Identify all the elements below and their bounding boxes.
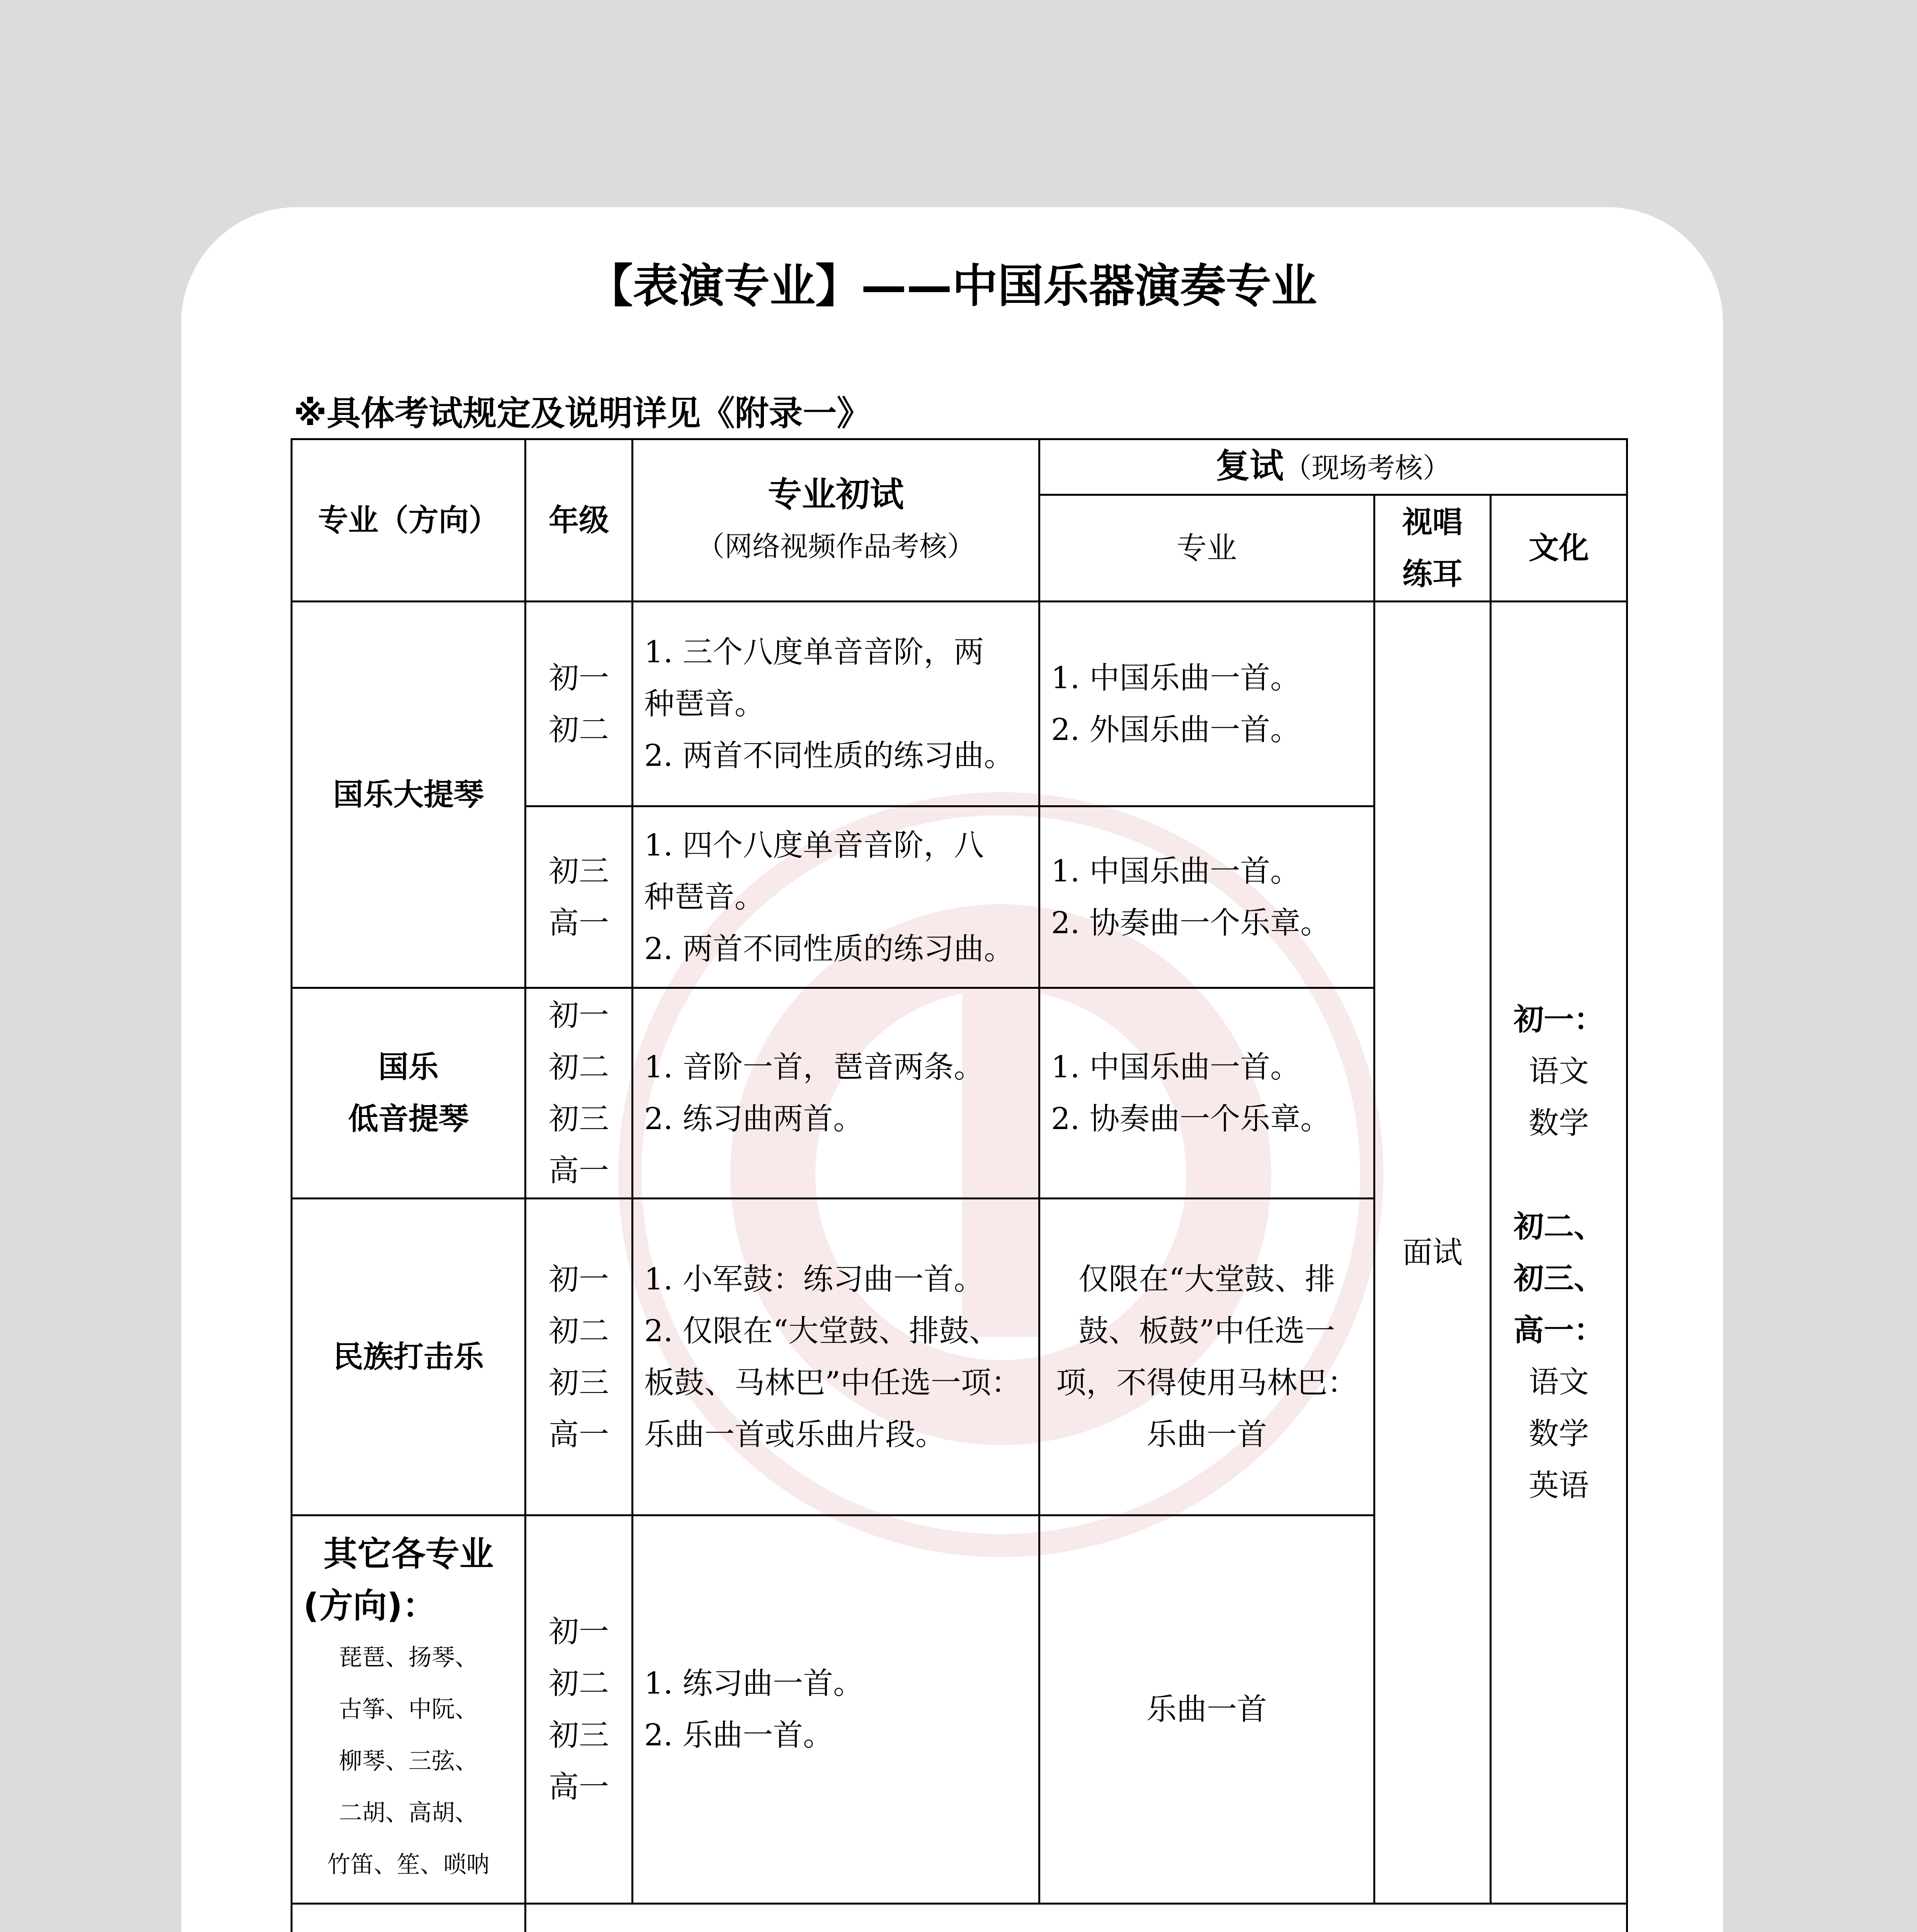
header-prelim-sub: （网络视频作品考核） (696, 530, 975, 563)
retest-line: 1. 中国乐曲一首。 (1051, 660, 1301, 696)
header-solfege-line1: 视唱 (1402, 505, 1463, 540)
prelim-line: 乐曲一首或乐曲片段。 (644, 1417, 946, 1452)
culture-label: 初一： (1514, 1002, 1604, 1037)
grade-line: 初二 (548, 1313, 609, 1349)
grade-line: 高一 (548, 1153, 609, 1188)
grade-cell (526, 806, 633, 988)
retest-line: 1. 中国乐曲一首。 (1051, 1050, 1301, 1085)
header-prelim (633, 439, 1039, 602)
major-cell: 国乐大提琴 (292, 602, 526, 988)
remarks-label (292, 1904, 526, 1932)
grade-line: 高一 (548, 1770, 609, 1804)
prelim-cell (633, 1515, 1039, 1904)
remarks-cell (526, 1904, 1627, 1932)
page-title: 【表演专业】——中国乐器演奏专业 (587, 259, 1317, 313)
major-list-item: 竹笛、笙、唢呐 (327, 1851, 490, 1878)
retest-line: 项，不得使用马林巴： (1056, 1365, 1357, 1400)
grade-line: 初三 (548, 1365, 609, 1400)
header-solfege (1374, 495, 1491, 602)
remark-line (537, 1930, 1615, 1932)
major-line: 其它各专业 (323, 1534, 493, 1574)
culture-item: 语文 (1529, 1054, 1589, 1089)
culture-spacer (1502, 1149, 1615, 1201)
retest-line: 乐曲一首 (1146, 1417, 1267, 1452)
culture-item: 英语 (1529, 1468, 1589, 1503)
retest-line: 1. 中国乐曲一首。 (1051, 854, 1301, 889)
prelim-line: 2. 仅限在“大堂鼓、排鼓、 (644, 1313, 1000, 1349)
prelim-line: 2. 乐曲一首。 (644, 1718, 833, 1753)
header-culture: 文化 (1491, 495, 1627, 602)
header-grade: 年级 (526, 439, 633, 602)
prelim-line: 2. 练习曲两首。 (644, 1102, 864, 1136)
major-line: 低音提琴 (348, 1102, 469, 1136)
culture-label: 初三、 (1514, 1261, 1604, 1296)
retest-line: 仅限在“大堂鼓、排 (1078, 1262, 1335, 1297)
prelim-line: 1. 三个八度单音音阶，两 (644, 634, 984, 670)
major-line: (方向)： (303, 1586, 437, 1626)
culture-item: 数学 (1529, 1416, 1589, 1451)
culture-value-cell (1491, 602, 1627, 1904)
header-retest-sub: （现场考核） (1284, 452, 1451, 484)
header-prelim-title: 专业初试 (767, 474, 904, 514)
grade-line: 初一 (548, 1614, 609, 1649)
retest-cell (1039, 988, 1374, 1199)
grade-line: 初二 (548, 1666, 609, 1701)
retest-line: 2. 协奏曲一个乐章。 (1051, 1102, 1331, 1136)
grade-line: 初一 (548, 1262, 609, 1297)
major-list-item: 柳琴、三弦、 (339, 1748, 478, 1775)
major-cell (292, 988, 526, 1199)
prelim-line: 1. 练习曲一首。 (644, 1666, 864, 1701)
grade-line: 高一 (548, 1417, 609, 1452)
grade-line: 初二 (548, 712, 609, 747)
prelim-line: 2. 两首不同性质的练习曲。 (644, 738, 1014, 773)
grade-line: 初一 (548, 998, 609, 1033)
major-cell: 民族打击乐 (292, 1199, 526, 1515)
retest-line: 鼓、板鼓”中任选一 (1078, 1313, 1335, 1349)
grade-cell (526, 602, 633, 806)
culture-label: 高一： (1514, 1313, 1604, 1348)
retest-line: 2. 协奏曲一个乐章。 (1051, 905, 1331, 940)
grade-line: 初三 (548, 854, 609, 889)
culture-item: 语文 (1529, 1364, 1589, 1400)
prelim-line: 1. 小军鼓：练习曲一首。 (644, 1262, 984, 1297)
retest-cell (1039, 1199, 1374, 1515)
grade-cell (526, 1199, 633, 1515)
grade-line: 初一 (548, 660, 609, 696)
grade-cell (526, 1515, 633, 1904)
retest-line: 2. 外国乐曲一首。 (1051, 712, 1301, 747)
header-retest (1039, 439, 1627, 495)
prelim-cell (633, 806, 1039, 988)
prelim-cell (633, 602, 1039, 806)
retest-cell: 乐曲一首 (1039, 1515, 1374, 1904)
grade-line: 初三 (548, 1102, 609, 1136)
prelim-cell (633, 1199, 1039, 1515)
retest-cell (1039, 602, 1374, 806)
prelim-line: 种琶音。 (644, 879, 765, 915)
culture-label: 初二、 (1514, 1209, 1604, 1244)
header-retest-title: 复试 (1216, 446, 1284, 486)
culture-item: 数学 (1529, 1105, 1589, 1141)
retest-cell (1039, 806, 1374, 988)
prelim-line: 种琶音。 (644, 686, 765, 721)
header-solfege-line2: 练耳 (1402, 556, 1463, 592)
major-cell (292, 1515, 526, 1904)
grade-line: 初三 (548, 1718, 609, 1753)
exam-table (291, 438, 1628, 1932)
solfege-value-cell: 面试 (1374, 602, 1491, 1904)
header-retest-major: 专业 (1039, 495, 1374, 602)
major-list-item: 古筝、中阮、 (339, 1696, 478, 1723)
prelim-line: 板鼓、马林巴”中任选一项： (644, 1365, 1021, 1400)
major-list-item: 琵琶、扬琴、 (339, 1644, 478, 1671)
prelim-line: 2. 两首不同性质的练习曲。 (644, 931, 1014, 966)
major-list-item: 二胡、高胡、 (339, 1799, 478, 1827)
major-line: 国乐 (378, 1050, 439, 1085)
grade-line: 高一 (548, 905, 609, 940)
header-major: 专业（方向） (292, 439, 526, 602)
prelim-line: 1. 音阶一首，琶音两条。 (644, 1050, 984, 1085)
prelim-line: 1. 四个八度单音音阶，八 (644, 828, 984, 863)
grade-line: 初二 (548, 1050, 609, 1085)
grade-cell (526, 988, 633, 1199)
prelim-cell (633, 988, 1039, 1199)
appendix-note: ※具体考试规定及说明详见《附录一》 (294, 393, 871, 433)
